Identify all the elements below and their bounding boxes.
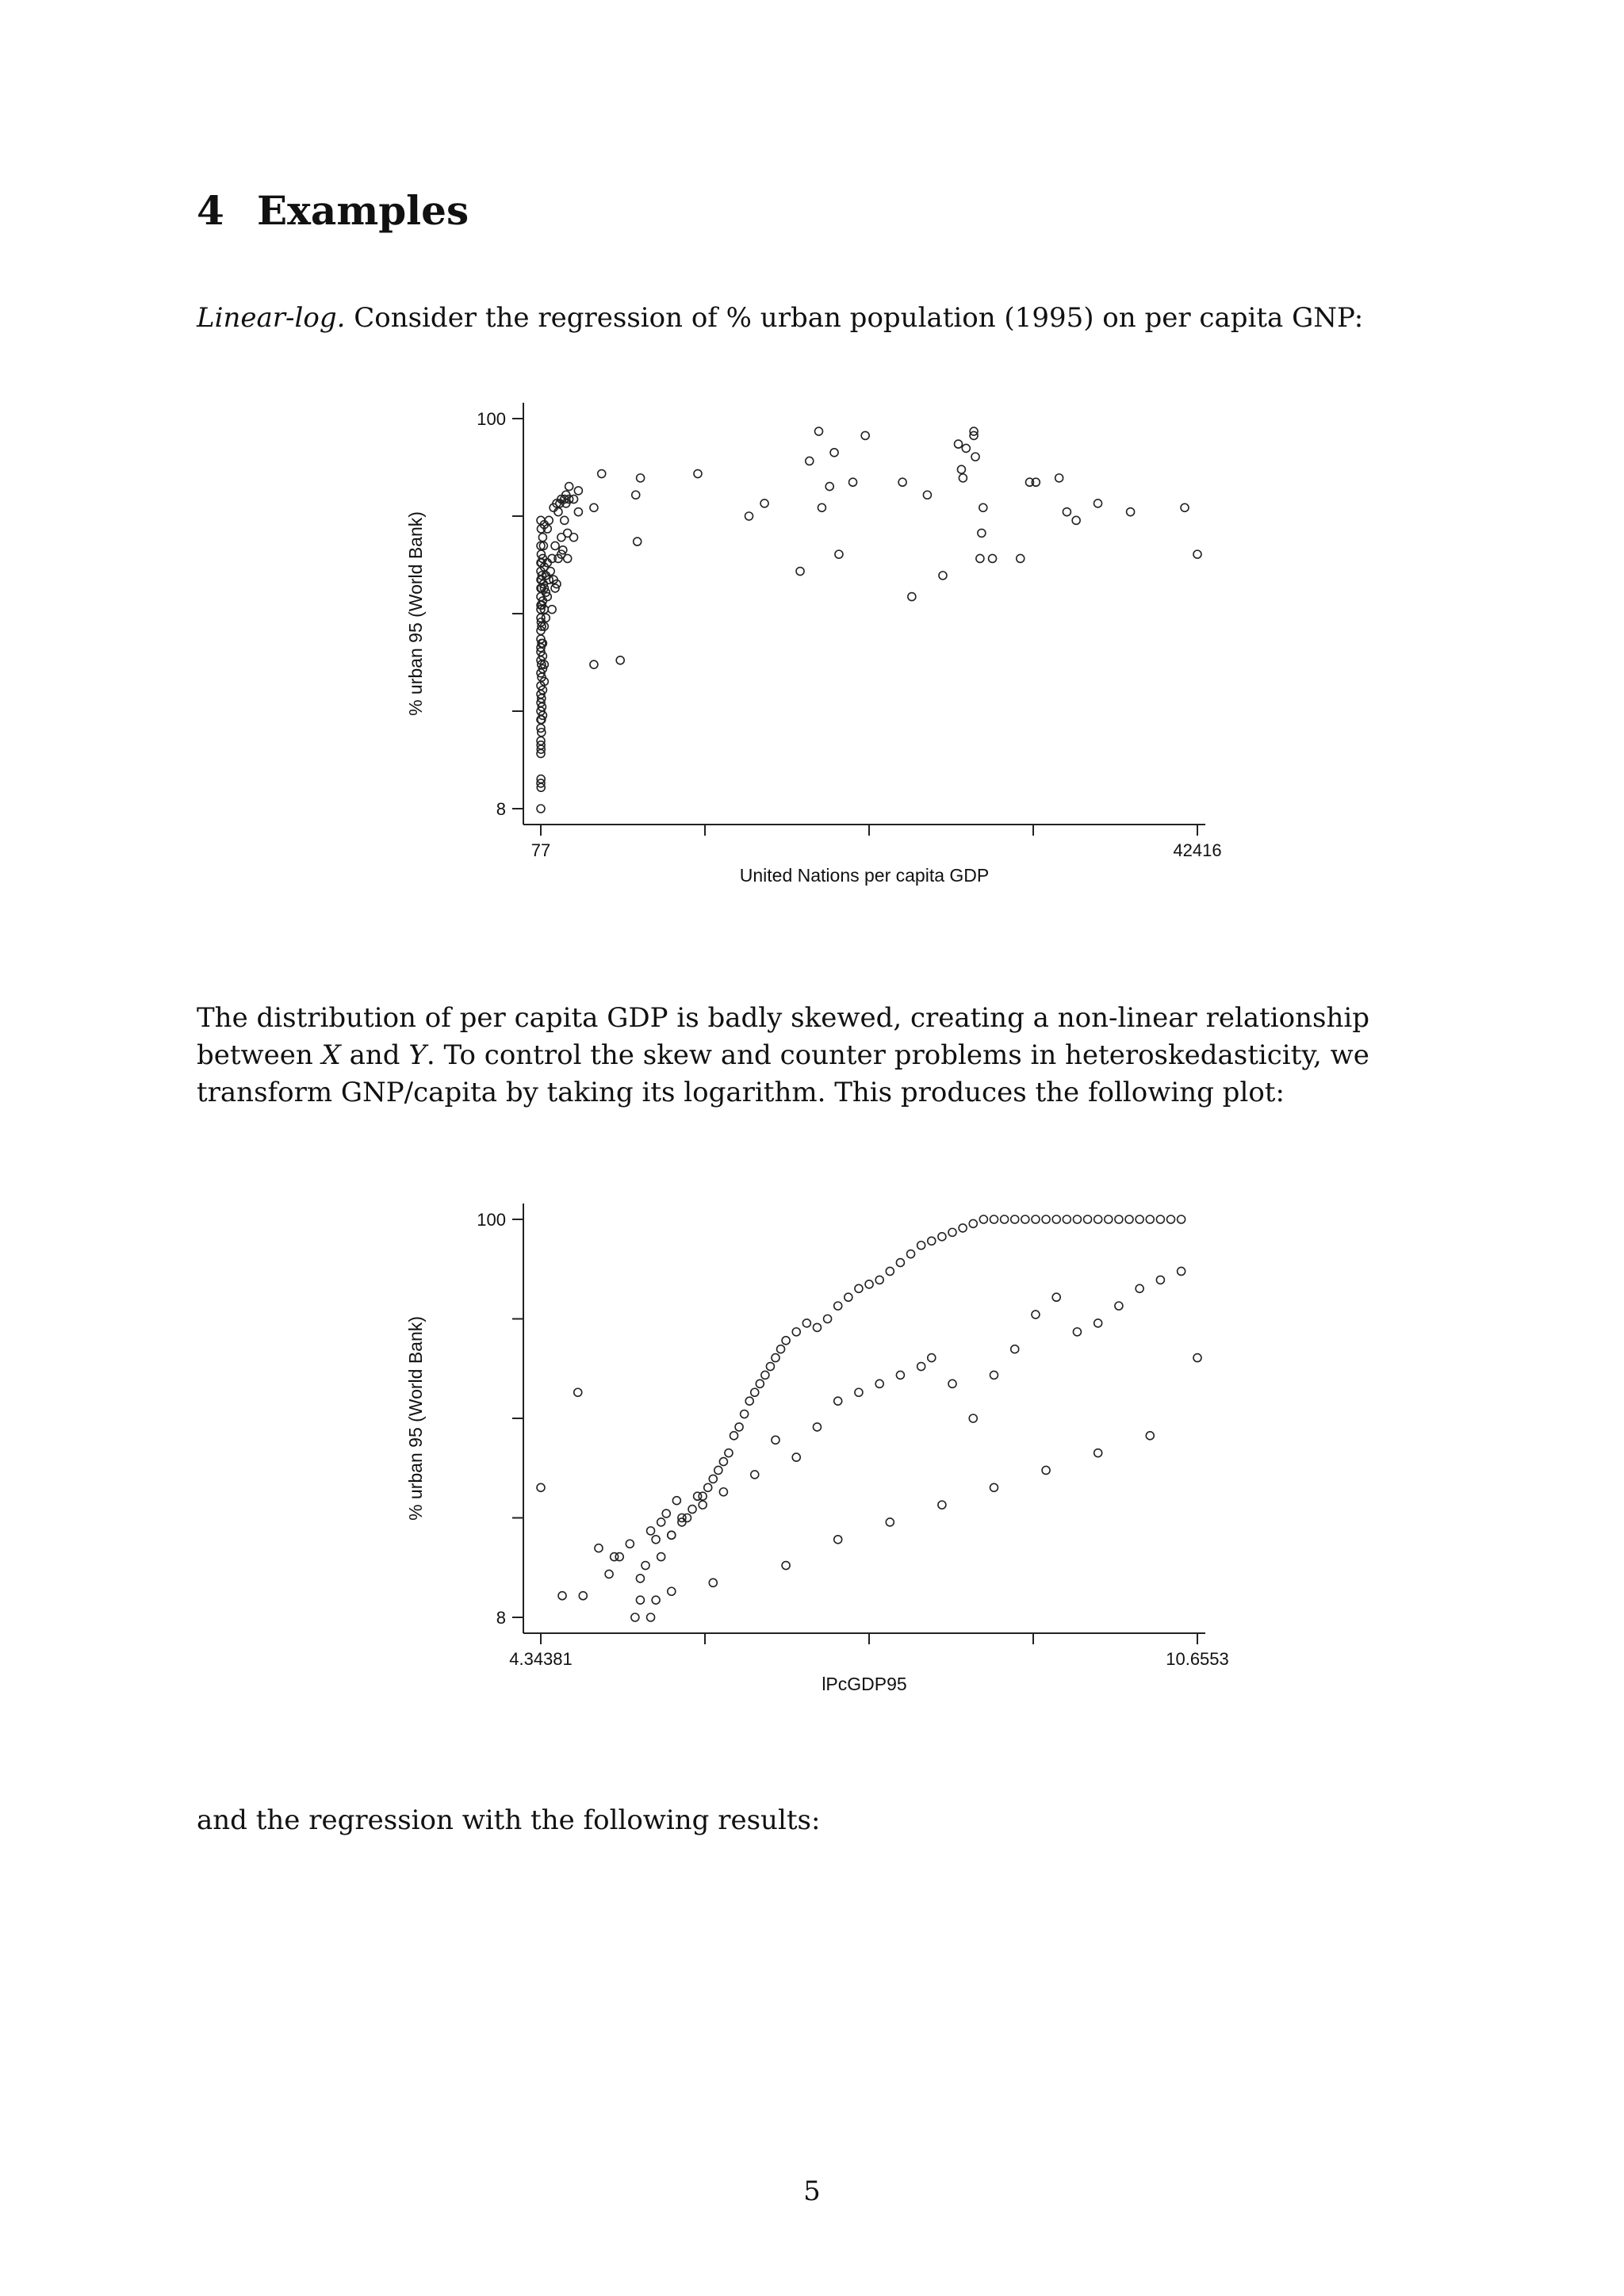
data-point — [1193, 550, 1201, 558]
data-point — [834, 1302, 842, 1310]
paragraph-text: and the regression with the following results: — [197, 1804, 821, 1836]
data-point — [565, 483, 573, 491]
data-point — [637, 474, 645, 482]
data-point — [1001, 1215, 1009, 1223]
data-point — [642, 1562, 649, 1570]
paragraph-lead: Linear-log. — [197, 302, 346, 334]
paragraph-text-a: The distribution of per capita GDP is badly skewed, creating a non-linear relationship between — [197, 1002, 1369, 1071]
data-point — [1094, 499, 1102, 507]
data-point — [1072, 516, 1080, 524]
data-point — [971, 453, 979, 461]
data-point — [976, 554, 984, 562]
data-point — [1146, 1432, 1154, 1440]
data-point — [959, 1224, 967, 1232]
data-point — [802, 1319, 810, 1327]
scatter-plot-svg-2 — [389, 1189, 1237, 1744]
data-point — [782, 1562, 790, 1570]
data-point — [688, 1506, 696, 1513]
data-point — [1156, 1215, 1164, 1223]
results-paragraph — [197, 1802, 1434, 1839]
data-point — [813, 1423, 821, 1431]
paragraph-text: Consider the regression of % urban population (1995) on per capita GNP: — [354, 302, 1364, 334]
data-point — [1055, 474, 1063, 482]
data-point — [782, 1337, 790, 1345]
data-point — [631, 1613, 639, 1621]
data-point — [668, 1531, 676, 1539]
data-point — [1094, 1319, 1102, 1327]
data-point — [978, 529, 986, 537]
data-point — [657, 1518, 665, 1526]
scatter-plot-svg-1 — [389, 388, 1237, 936]
skew-paragraph — [197, 1000, 1434, 1112]
scatter-plot-gdp-levels — [389, 388, 1237, 939]
data-point — [896, 1371, 904, 1379]
data-point — [548, 606, 556, 614]
data-point — [1017, 554, 1025, 562]
scatter-plot-log-gdp — [389, 1189, 1237, 1747]
data-point — [938, 1501, 946, 1509]
data-point — [1094, 1449, 1102, 1457]
data-point — [948, 1228, 956, 1236]
data-point — [1084, 1215, 1092, 1223]
data-point — [537, 805, 545, 813]
data-point — [969, 1414, 977, 1422]
data-point — [1181, 503, 1189, 511]
data-point — [1146, 1215, 1154, 1223]
x-tick-label: 42416 — [1173, 840, 1222, 860]
variable-x: X — [321, 1039, 341, 1071]
data-point — [579, 1592, 587, 1600]
data-point — [605, 1570, 613, 1578]
data-point — [1167, 1215, 1175, 1223]
data-point — [923, 491, 931, 499]
data-point — [875, 1276, 883, 1284]
data-point — [745, 1397, 753, 1405]
data-point — [824, 1315, 832, 1323]
data-point — [886, 1518, 894, 1526]
variable-y: Y — [408, 1039, 427, 1071]
data-point — [652, 1536, 660, 1544]
data-point — [990, 1483, 998, 1491]
section-number: 4 — [197, 187, 224, 234]
data-point — [735, 1423, 743, 1431]
data-point — [558, 1592, 566, 1600]
y-tick-label: 8 — [496, 799, 506, 819]
data-point — [1127, 508, 1135, 516]
data-point — [861, 431, 869, 439]
data-point — [818, 503, 825, 511]
data-point — [537, 1483, 545, 1491]
page-number: 5 — [803, 2175, 821, 2207]
y-tick-label: 100 — [477, 1210, 506, 1230]
data-point — [709, 1578, 717, 1586]
data-point — [917, 1242, 925, 1249]
data-point — [574, 1388, 582, 1396]
data-point — [662, 1510, 670, 1517]
x-tick-label: 4.34381 — [509, 1649, 573, 1669]
data-point — [570, 496, 578, 503]
data-point — [741, 1410, 749, 1418]
data-point — [1052, 1293, 1060, 1301]
data-point — [704, 1483, 712, 1491]
data-point — [590, 660, 598, 668]
data-point — [657, 1553, 665, 1561]
data-point — [957, 465, 965, 473]
data-point — [772, 1436, 779, 1444]
y-axis-title: % urban 95 (World Bank) — [405, 1316, 426, 1521]
data-point — [1125, 1215, 1133, 1223]
data-point — [830, 449, 838, 457]
data-point — [792, 1453, 800, 1461]
data-point — [598, 470, 606, 478]
data-point — [636, 1596, 644, 1604]
data-point — [751, 1388, 759, 1396]
data-point — [796, 568, 804, 576]
data-point — [636, 1575, 644, 1582]
data-point — [574, 508, 582, 516]
data-point — [979, 503, 987, 511]
data-point — [969, 1219, 977, 1227]
data-point — [590, 503, 598, 511]
data-point — [751, 1471, 759, 1479]
data-point — [938, 1233, 946, 1241]
data-point — [1042, 1466, 1050, 1474]
section-title: Examples — [257, 187, 469, 234]
x-axis-title: lPcGDP95 — [822, 1674, 907, 1694]
data-point — [1136, 1215, 1143, 1223]
data-point — [898, 478, 906, 486]
x-tick-label: 10.6553 — [1166, 1649, 1229, 1669]
data-point — [672, 1497, 680, 1505]
data-point — [699, 1492, 707, 1500]
data-point — [1063, 508, 1071, 516]
data-point — [545, 516, 553, 524]
data-point — [835, 550, 843, 558]
data-point — [1105, 1215, 1113, 1223]
data-point — [777, 1345, 785, 1353]
data-point — [825, 483, 833, 491]
data-point — [939, 572, 947, 580]
data-point — [647, 1613, 655, 1621]
data-point — [1011, 1345, 1019, 1353]
data-point — [766, 1363, 774, 1371]
data-point — [1178, 1215, 1185, 1223]
data-point — [1156, 1276, 1164, 1284]
data-point — [564, 554, 572, 562]
data-point — [745, 512, 753, 520]
data-point — [1032, 1215, 1040, 1223]
data-point — [1115, 1215, 1123, 1223]
data-point — [990, 1371, 998, 1379]
data-point — [955, 440, 963, 448]
data-point — [634, 538, 642, 545]
data-point — [615, 1553, 623, 1561]
data-point — [1032, 1311, 1040, 1318]
data-point — [668, 1587, 676, 1595]
data-point — [1052, 1215, 1060, 1223]
section-heading — [197, 187, 469, 234]
data-point — [570, 534, 578, 541]
data-point — [626, 1540, 634, 1548]
data-point — [554, 508, 562, 516]
data-point — [699, 1501, 707, 1509]
y-axis-title: % urban 95 (World Bank) — [405, 511, 426, 716]
paragraph-text-b: and — [340, 1039, 409, 1071]
data-point — [1073, 1328, 1081, 1336]
data-point — [1073, 1215, 1081, 1223]
data-point — [849, 478, 857, 486]
data-point — [652, 1596, 660, 1604]
data-point — [561, 516, 569, 524]
data-point — [806, 457, 814, 465]
data-point — [719, 1458, 727, 1466]
data-point — [834, 1397, 842, 1405]
intro-paragraph — [197, 300, 1434, 337]
data-point — [875, 1380, 883, 1387]
data-point — [813, 1323, 821, 1331]
data-point — [761, 1371, 769, 1379]
data-point — [834, 1536, 842, 1544]
data-point — [756, 1380, 764, 1387]
data-point — [908, 593, 916, 601]
x-axis-title: United Nations per capita GDP — [739, 865, 990, 886]
data-point — [574, 487, 582, 495]
data-point — [990, 1215, 998, 1223]
data-point — [865, 1280, 873, 1288]
data-point — [855, 1284, 863, 1292]
data-point — [989, 554, 997, 562]
paragraph-text-c: . To control the skew and counter problems in heteroskedasticity, we transform GNP/capita by taking its logarithm. This produces the following plot: — [197, 1039, 1369, 1108]
data-point — [917, 1363, 925, 1371]
data-point — [616, 656, 624, 664]
data-point — [730, 1432, 738, 1440]
data-point — [1193, 1354, 1201, 1362]
data-point — [714, 1466, 722, 1474]
data-point — [647, 1527, 655, 1535]
data-point — [792, 1328, 800, 1336]
data-point — [1136, 1284, 1143, 1292]
data-point — [1021, 1215, 1029, 1223]
data-point — [948, 1380, 956, 1387]
data-point — [1063, 1215, 1071, 1223]
data-point — [595, 1544, 603, 1552]
data-point — [1011, 1215, 1019, 1223]
y-tick-label: 8 — [496, 1608, 506, 1628]
data-point — [542, 614, 550, 622]
data-point — [632, 491, 640, 499]
data-point — [979, 1215, 987, 1223]
data-point — [928, 1237, 936, 1245]
data-point — [538, 534, 546, 541]
data-point — [815, 427, 823, 435]
data-point — [886, 1267, 894, 1275]
data-point — [1094, 1215, 1102, 1223]
data-point — [959, 474, 967, 482]
data-point — [725, 1449, 733, 1457]
data-point — [845, 1293, 852, 1301]
data-point — [962, 444, 970, 452]
data-point — [551, 541, 559, 549]
data-point — [896, 1259, 904, 1267]
data-point — [1042, 1215, 1050, 1223]
x-tick-label: 77 — [530, 840, 551, 860]
data-point — [760, 499, 768, 507]
data-point — [1178, 1267, 1185, 1275]
data-point — [694, 470, 702, 478]
data-point — [907, 1250, 915, 1258]
y-tick-label: 100 — [477, 409, 506, 429]
data-point — [1115, 1302, 1123, 1310]
data-point — [709, 1475, 717, 1483]
data-point — [855, 1388, 863, 1396]
data-point — [928, 1354, 936, 1362]
data-point — [719, 1488, 727, 1496]
data-point — [772, 1354, 779, 1362]
